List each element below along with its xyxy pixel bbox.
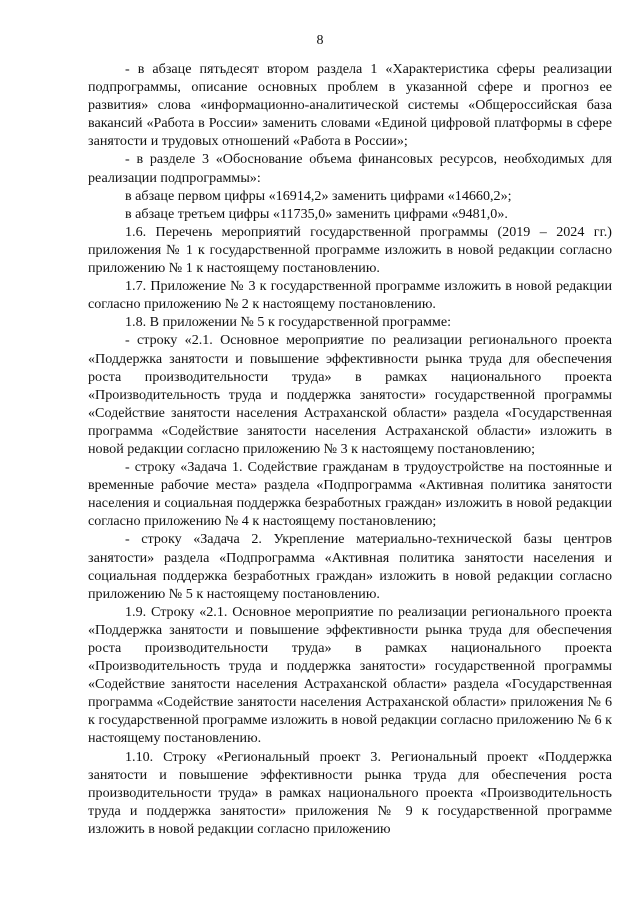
paragraph-first-abzac-figures: в абзаце первом цифры «16914,2» заменить цифрами «14660,2»;	[125, 187, 512, 204]
paragraph-third-abzac-figures: в абзаце третьем цифры «11735,0» заменить цифрами «9481,0».	[125, 205, 508, 222]
paragraph-subprogram-section3-amendment: - в разделе 3 «Обоснование объема финансовых ресурсов, необходимых для реализации подпрограммы»:	[88, 151, 612, 186]
paragraph-subprogram-section1-amendment: - в абзаце пятьдесят втором раздела 1 «Характеристика сферы реализации подпрограммы, описание основных проблем в указанной сфере и прогноз ее развития» слова «информационно-аналитической системы «Общероссийская база вакансий «Работа в России» заменить словами «Единой цифровой платформы в сфере занятости и трудовых отношений «Работа в России»;	[88, 61, 612, 150]
document-body	[88, 60, 612, 838]
paragraph-item-1-9: 1.9. Строку «2.1. Основное мероприятие по реализации регионального проекта «Поддержка занятости и повышение эффективности рынка труда для обеспечения роста производительности труда» в рамках национального проекта «Производительность труда и поддержка занятости» государственной программы «Содействие занятости населения Астраханской области» раздела «Государственная программа «Содействие занятости населения Астраханской области» приложения № 6 к государственной программе изложить в новой редакции согласно приложению № 6 к настоящему постановлению.	[88, 603, 612, 747]
paragraph-item-1-7: 1.7. Приложение № 3 к государственной программе изложить в новой редакции согласно приложению № 2 к настоящему постановлению.	[88, 278, 612, 313]
paragraph-item-1-10: 1.10. Строку «Региональный проект 3. Региональный проект «Поддержка занятости и повышение эффективности рынка труда для обеспечения роста производительности труда» в рамках национального проекта «Производительность труда и поддержка занятости» приложения № 9 к государственной программе изложить в новой редакции согласно приложению	[88, 748, 612, 837]
page-number: 8	[316, 33, 324, 48]
paragraph-item-1-8-task-1: - строку «Задача 1. Содействие гражданам в трудоустройстве на постоянные и временные рабочие места» раздела «Подпрограмма «Активная политика занятости населения и социальная поддержка безработных граждан» изложить в новой редакции согласно приложению № 4 к настоящему постановлению;	[88, 459, 612, 530]
paragraph-item-1-8-row-2-1: - строку «2.1. Основное мероприятие по реализации регионального проекта «Поддержка занятости и повышение эффективности рынка труда для обеспечения роста производительности труда» в рамках национального проекта «Производительность труда и поддержка занятости» государственной программы «Содействие занятости населения Астраханской области» раздела «Государственная программа «Содействие занятости населения Астраханской области» изложить в новой редакции согласно приложению № 3 к настоящему постановлению;	[88, 332, 612, 457]
paragraph-item-1-8: 1.8. В приложении № 5 к государственной программе:	[125, 314, 452, 331]
paragraph-item-1-6: 1.6. Перечень мероприятий государственной программы (2019 – 2024 гг.) приложения № 1 к государственной программе изложить в новой редакции согласно приложению № 1 к настоящему постановлению.	[88, 223, 612, 277]
paragraph-item-1-8-task-2: - строку «Задача 2. Укрепление материально-технической базы центров занятости» раздела «Подпрограмма «Активная политика занятости населения и социальная поддержка безработных граждан» изложить в новой редакции согласно приложению № 5 к настоящему постановлению.	[88, 531, 612, 602]
